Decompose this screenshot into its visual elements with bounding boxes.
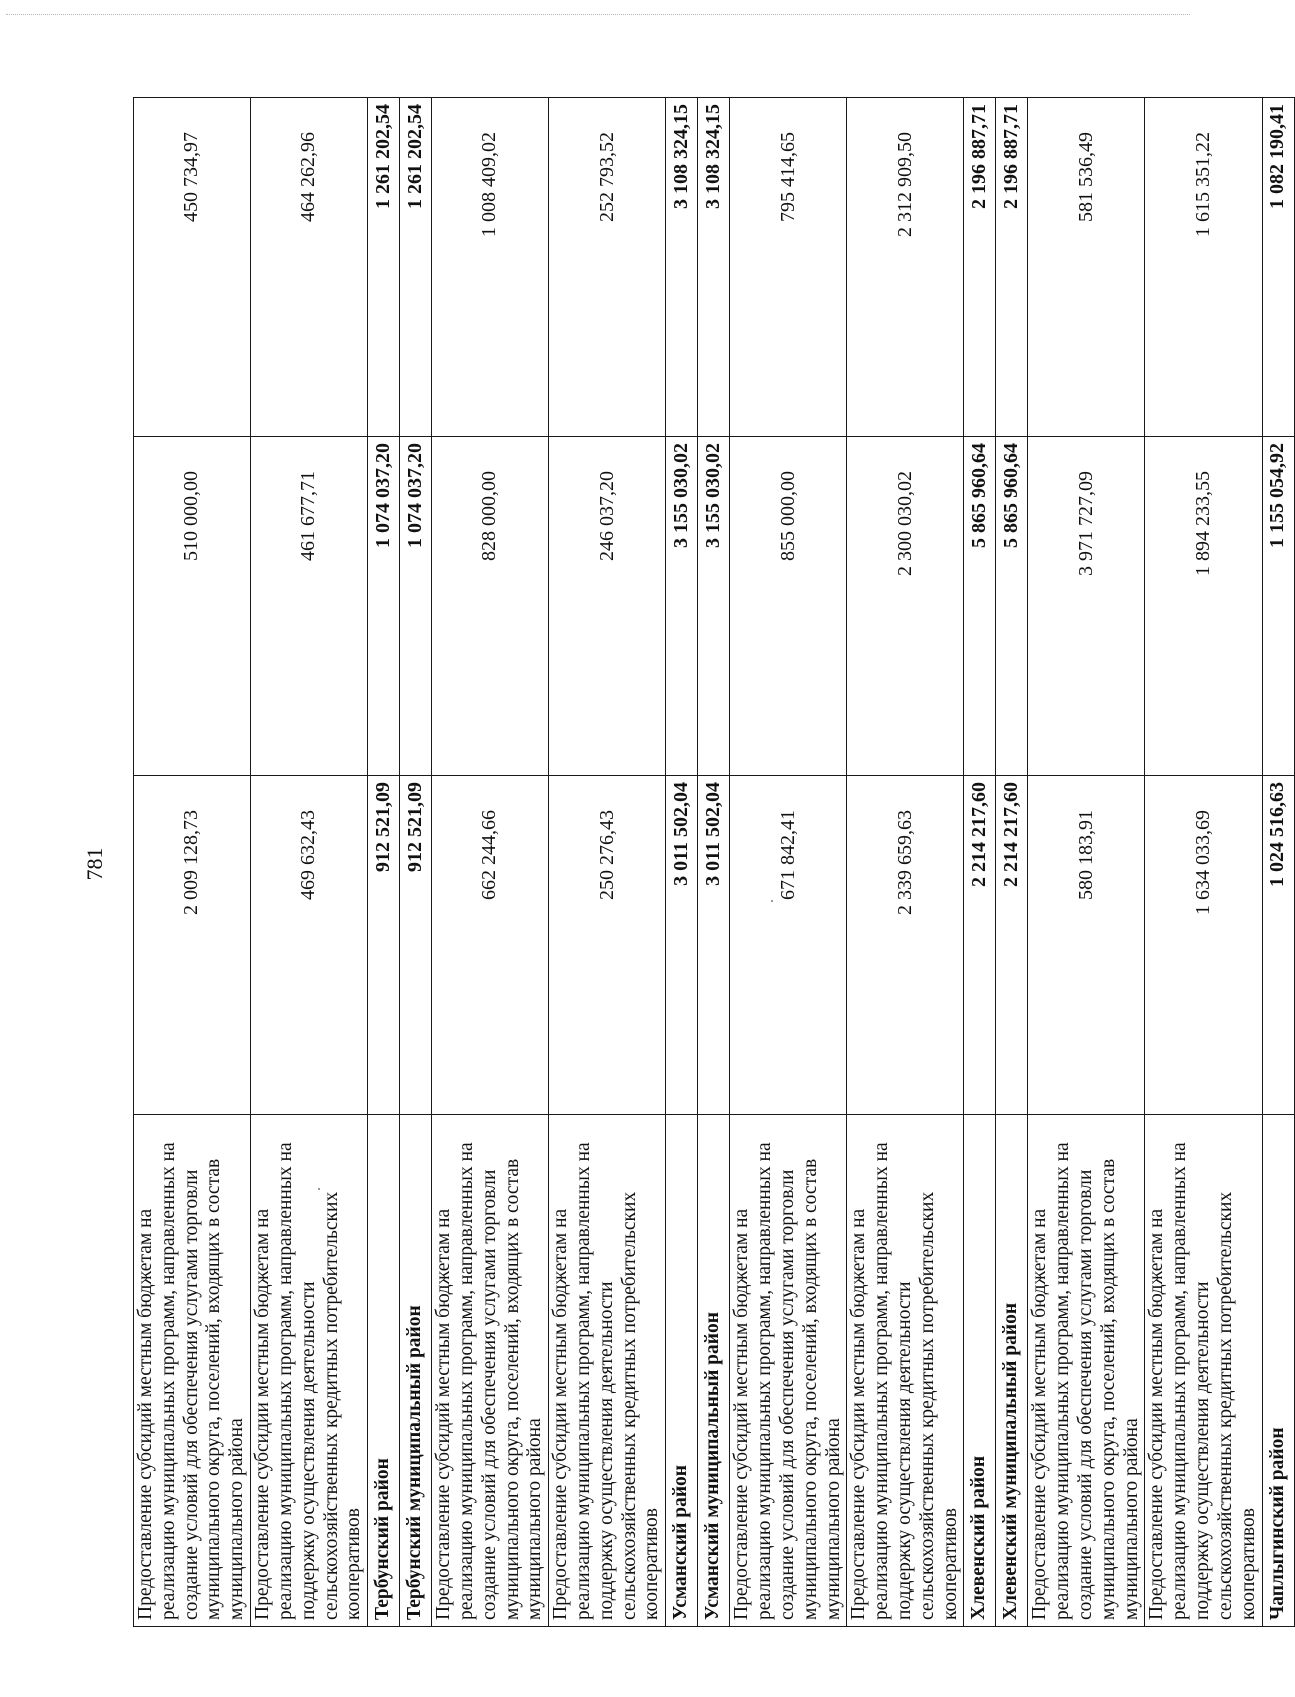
value-col-1: 662 244,66 — [432, 776, 549, 1115]
value-col-2: 1 074 037,20 — [400, 437, 432, 776]
value-col-3: 1 082 190,41 — [1262, 98, 1294, 437]
row-description: Предоставление субсидий местным бюджетам на реализацию муниципальных программ, направленных на создание условий для обеспечения услугами торговли муниципального округа, поселений, входящих в состав муниципального района — [432, 1115, 549, 1627]
district-name: Усманский муниципальный район — [698, 1115, 730, 1627]
table-row — [1145, 98, 1262, 1627]
value-col-2: 510 000,00 — [134, 437, 251, 776]
value-col-3: 1 261 202,54 — [400, 98, 432, 437]
table-row — [847, 98, 964, 1627]
value-col-1: 1 634 033,69 — [1145, 776, 1262, 1115]
value-col-3: 1 615 351,22 — [1145, 98, 1262, 437]
value-col-2: 3 971 727,09 — [1028, 437, 1145, 776]
district-name: Хлевенский муниципальный район — [996, 1115, 1028, 1627]
budget-table — [133, 97, 1295, 1627]
district-name: Тербунский муниципальный район — [400, 1115, 432, 1627]
value-col-2: 828 000,00 — [432, 437, 549, 776]
value-col-3: 450 734,97 — [134, 98, 251, 437]
value-col-3: 1 261 202,54 — [368, 98, 400, 437]
table-row — [730, 98, 847, 1627]
value-col-2: 461 677,71 — [251, 437, 368, 776]
table-row — [549, 98, 666, 1627]
row-description: Предоставление субсидий местным бюджетам на реализацию муниципальных программ, направленных на создание условий для обеспечения услугами торговли муниципального округа, поселений, входящих в состав муниципального района — [1028, 1115, 1145, 1627]
value-col-2: 1 074 037,20 — [368, 437, 400, 776]
value-col-1: 3 011 502,04 — [666, 776, 698, 1115]
value-col-3: 581 536,49 — [1028, 98, 1145, 437]
value-col-1: 912 521,09 — [368, 776, 400, 1115]
value-col-3: 2 312 909,50 — [847, 98, 964, 437]
value-col-2: 1 155 054,92 — [1262, 437, 1294, 776]
value-col-2: 5 865 960,64 — [996, 437, 1028, 776]
value-col-1: 912 521,09 — [400, 776, 432, 1115]
value-col-3: 3 108 324,15 — [666, 98, 698, 437]
district-total-row — [698, 98, 730, 1627]
value-col-1: 250 276,43 — [549, 776, 666, 1115]
value-col-1: 2 214 217,60 — [964, 776, 996, 1115]
value-col-1: 2 339 659,63 — [847, 776, 964, 1115]
value-col-1: 1 024 516,63 — [1262, 776, 1294, 1115]
value-col-2: 5 865 960,64 — [964, 437, 996, 776]
row-description: Предоставление субсидий местным бюджетам на реализацию муниципальных программ, направленных на создание условий для обеспечения услугами торговли муниципального округа, поселений, входящих в состав муниципального района — [730, 1115, 847, 1627]
district-total-row — [666, 98, 698, 1627]
value-col-2: 3 155 030,02 — [666, 437, 698, 776]
district-name: Хлевенский район — [964, 1115, 996, 1627]
value-col-2: 3 155 030,02 — [698, 437, 730, 776]
row-description: Предоставление субсидии местным бюджетам на реализацию муниципальных программ, направленных на поддержку осуществления деятельности сельскохозяйственных кредитных потребительских кооперативов — [847, 1115, 964, 1627]
row-description: Предоставление субсидий местным бюджетам на реализацию муниципальных программ, направленных на создание условий для обеспечения услугами торговли муниципального округа, поселений, входящих в состав муниципального района — [134, 1115, 251, 1627]
district-total-row — [996, 98, 1028, 1627]
value-col-2: 2 300 030,02 — [847, 437, 964, 776]
value-col-3: 2 196 887,71 — [964, 98, 996, 437]
district-name: Тербунский район — [368, 1115, 400, 1627]
table-row — [134, 98, 251, 1627]
table-row — [432, 98, 549, 1627]
scan-edge-line — [6, 14, 1190, 15]
district-total-row — [400, 98, 432, 1627]
value-col-2: 246 037,20 — [549, 437, 666, 776]
row-description: Предоставление субсидии местным бюджетам на реализацию муниципальных программ, направленных на поддержку осуществления деятельности сельскохозяйственных кредитных потребительских кооперативов — [549, 1115, 666, 1627]
value-col-1: 2 214 217,60 — [996, 776, 1028, 1115]
value-col-3: 1 008 409,02 — [432, 98, 549, 437]
value-col-3: 464 262,96 — [251, 98, 368, 437]
value-col-2: 855 000,00 — [730, 437, 847, 776]
value-col-1: 671 842,41 — [730, 776, 847, 1115]
table-row — [251, 98, 368, 1627]
district-total-row — [964, 98, 996, 1627]
value-col-2: 1 894 233,55 — [1145, 437, 1262, 776]
value-col-3: 3 108 324,15 — [698, 98, 730, 437]
value-col-3: 795 414,65 — [730, 98, 847, 437]
rotated-page-content — [133, 97, 1289, 1627]
value-col-3: 2 196 887,71 — [996, 98, 1028, 437]
value-col-1: 580 183,91 — [1028, 776, 1145, 1115]
page-number: 781 — [82, 847, 107, 881]
value-col-1: 2 009 128,73 — [134, 776, 251, 1115]
district-name: Чаплыгинский район — [1262, 1115, 1294, 1627]
table-row — [1028, 98, 1145, 1627]
district-total-row — [368, 98, 400, 1627]
value-col-1: 3 011 502,04 — [698, 776, 730, 1115]
value-col-3: 252 793,52 — [549, 98, 666, 437]
district-name: Усманский район — [666, 1115, 698, 1627]
value-col-1: 469 632,43 — [251, 776, 368, 1115]
district-total-row — [1262, 98, 1294, 1627]
row-description: Предоставление субсидии местным бюджетам на реализацию муниципальных программ, направленных на поддержку осуществления деятельности сельскохозяйственных кредитных потребительских кооперативов — [251, 1115, 368, 1627]
row-description: Предоставление субсидии местным бюджетам на реализацию муниципальных программ, направленных на поддержку осуществления деятельности сельскохозяйственных кредитных потребительских кооперативов — [1145, 1115, 1262, 1627]
